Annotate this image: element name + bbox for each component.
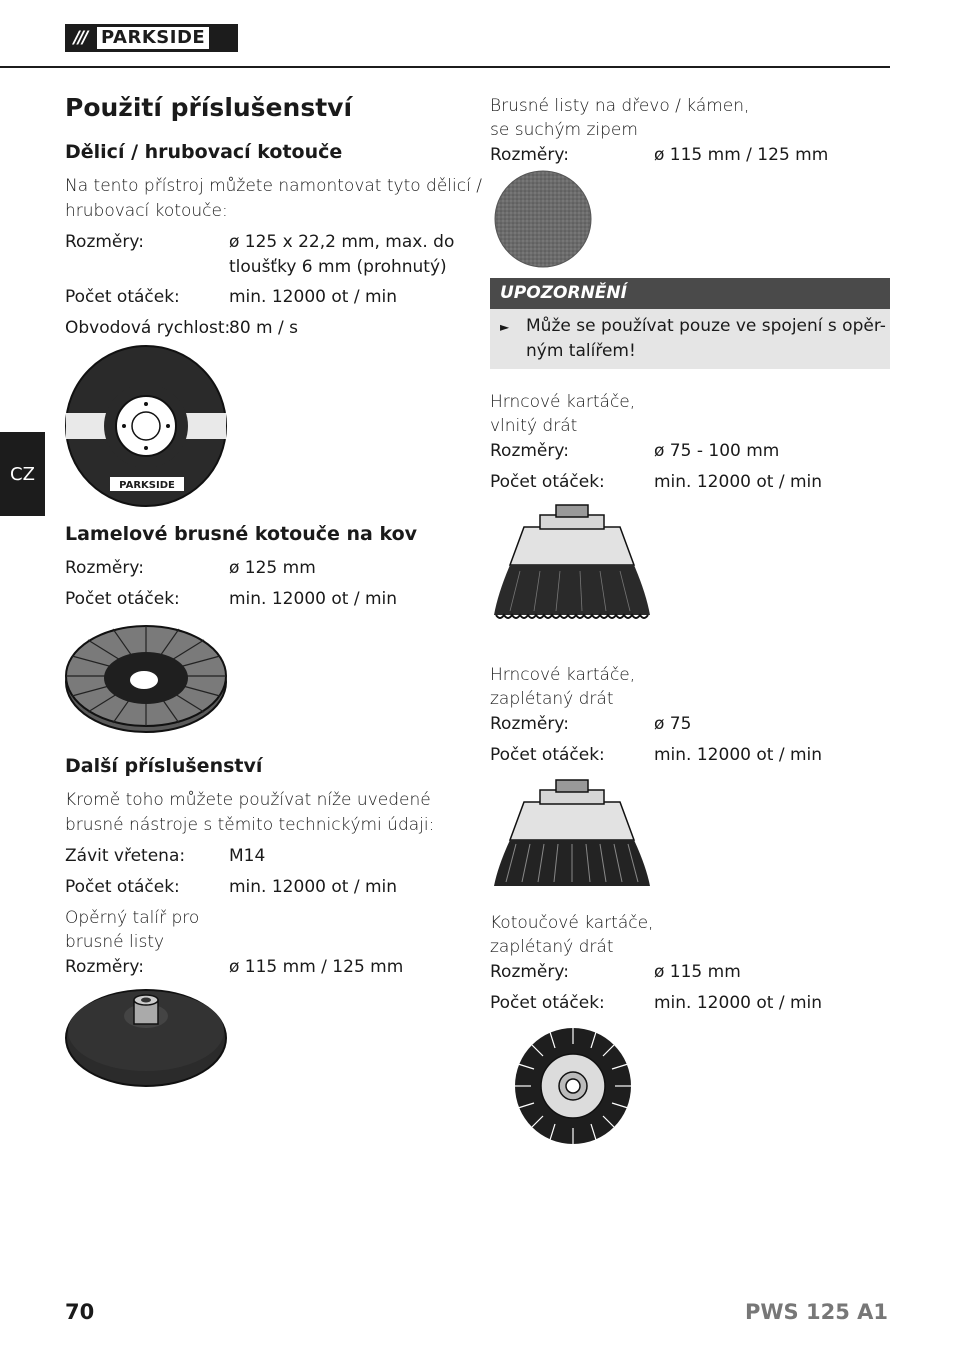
item-title: zaplétaný drát — [490, 689, 614, 709]
bullet-arrow-icon: ► — [500, 320, 510, 334]
cup-brush-knotted-image — [490, 778, 654, 898]
spec-row — [65, 875, 465, 900]
spec-value: ø 115 mm — [654, 962, 741, 982]
intro-text: Na tento přístroj můžete namontovat tyto dělicí / — [65, 176, 482, 196]
spec-value: min. 12000 ot / min — [229, 287, 398, 307]
spec-label: Počet otáček: — [490, 745, 605, 765]
language-tab: CZ — [0, 432, 45, 516]
item-title: brusné listy — [65, 932, 165, 952]
spec-row — [490, 743, 890, 768]
spec-row — [490, 470, 890, 495]
spec-row — [490, 991, 890, 1016]
item-title: se suchým zipem — [490, 120, 638, 140]
logo-text: PARKSIDE — [97, 27, 209, 49]
notice-box — [490, 278, 890, 369]
item-title: Hrncové kartáče, — [490, 665, 636, 685]
backing-pad-image — [64, 986, 228, 1090]
spec-row — [65, 844, 465, 869]
spec-row — [65, 587, 465, 612]
logo-stripes: /// — [73, 28, 87, 48]
spec-value: tloušťky 6 mm (prohnutý) — [229, 257, 447, 277]
spec-label: Počet otáček: — [65, 589, 180, 609]
spec-label: Rozměry: — [65, 232, 144, 252]
spec-row — [490, 960, 890, 985]
spec-row — [65, 285, 465, 310]
intro-text: hrubovací kotouče: — [65, 201, 228, 221]
spec-label: Rozměry: — [490, 962, 569, 982]
section-heading-other-accessories: Další příslušenství — [65, 755, 263, 777]
notice-title: UPOZORNĚNÍ — [490, 278, 890, 309]
spec-value: min. 12000 ot / min — [654, 472, 823, 492]
spec-row — [65, 955, 465, 980]
spec-label: Rozměry: — [65, 558, 144, 578]
spec-value: min. 12000 ot / min — [654, 745, 823, 765]
spec-value: min. 12000 ot / min — [229, 589, 398, 609]
parkside-logo — [65, 24, 238, 52]
sanding-sheet-image — [492, 170, 594, 270]
spec-value: ø 125 mm — [229, 558, 316, 578]
item-title: Kotoučové kartáče, — [490, 913, 654, 933]
spec-label: Rozměry: — [65, 957, 144, 977]
section-heading-cutting-discs: Dělicí / hrubovací kotouče — [65, 141, 343, 163]
section-heading-flap-discs: Lamelové brusné kotouče na kov — [65, 523, 418, 545]
spec-label: Počet otáček: — [490, 993, 605, 1013]
spec-label: Rozměry: — [490, 714, 569, 734]
spec-value: ø 75 — [654, 714, 692, 734]
notice-text: ným talířem! — [526, 341, 636, 361]
spec-row — [65, 316, 465, 341]
header-rule — [0, 66, 890, 68]
spec-row — [65, 230, 465, 280]
spec-row — [490, 439, 890, 464]
item-title: Opěrný talíř pro — [65, 908, 200, 928]
spec-label: Počet otáček: — [65, 287, 180, 307]
page-title: Použití příslušenství — [65, 93, 353, 122]
spec-value: min. 12000 ot / min — [229, 877, 398, 897]
spec-label: Obvodová rychlost: — [65, 318, 231, 338]
spec-label: Rozměry: — [490, 145, 569, 165]
wheel-brush-image — [510, 1024, 636, 1148]
spec-value: ø 115 mm / 125 mm — [229, 957, 404, 977]
spec-value: M14 — [229, 846, 266, 866]
spec-value: 80 m / s — [229, 318, 298, 338]
spec-label: Rozměry: — [490, 441, 569, 461]
spec-label: Počet otáček: — [490, 472, 605, 492]
intro-text: Kromě toho můžete používat níže uvedené — [65, 790, 431, 810]
notice-body — [490, 309, 890, 369]
notice-text: Může se používat pouze ve spojení s opěr- — [526, 316, 886, 336]
spec-value: ø 75 - 100 mm — [654, 441, 780, 461]
page-number: 70 — [65, 1300, 95, 1324]
spec-value: ø 115 mm / 125 mm — [654, 145, 829, 165]
item-title: Hrncové kartáče, — [490, 392, 636, 412]
item-title: zaplétaný drát — [490, 937, 614, 957]
cutting-disc-image — [64, 344, 228, 508]
intro-text: brusné nástroje s těmito technickými údaji: — [65, 815, 435, 835]
spec-label: Závit vřetena: — [65, 846, 186, 866]
disc-logo-text: PARKSIDE — [119, 480, 175, 491]
spec-value: ø 125 x 22,2 mm, max. do — [229, 232, 455, 252]
spec-value: min. 12000 ot / min — [654, 993, 823, 1013]
spec-label: Počet otáček: — [65, 877, 180, 897]
spec-row — [65, 556, 465, 581]
cup-brush-crimped-image — [490, 503, 654, 629]
flap-disc-image — [64, 618, 228, 736]
item-title: vlnitý drát — [490, 416, 578, 436]
item-title: Brusné listy na dřevo / kámen, — [490, 96, 750, 116]
spec-row — [490, 143, 890, 168]
spec-row — [490, 712, 890, 737]
model-number: PWS 125 A1 — [744, 1300, 888, 1324]
